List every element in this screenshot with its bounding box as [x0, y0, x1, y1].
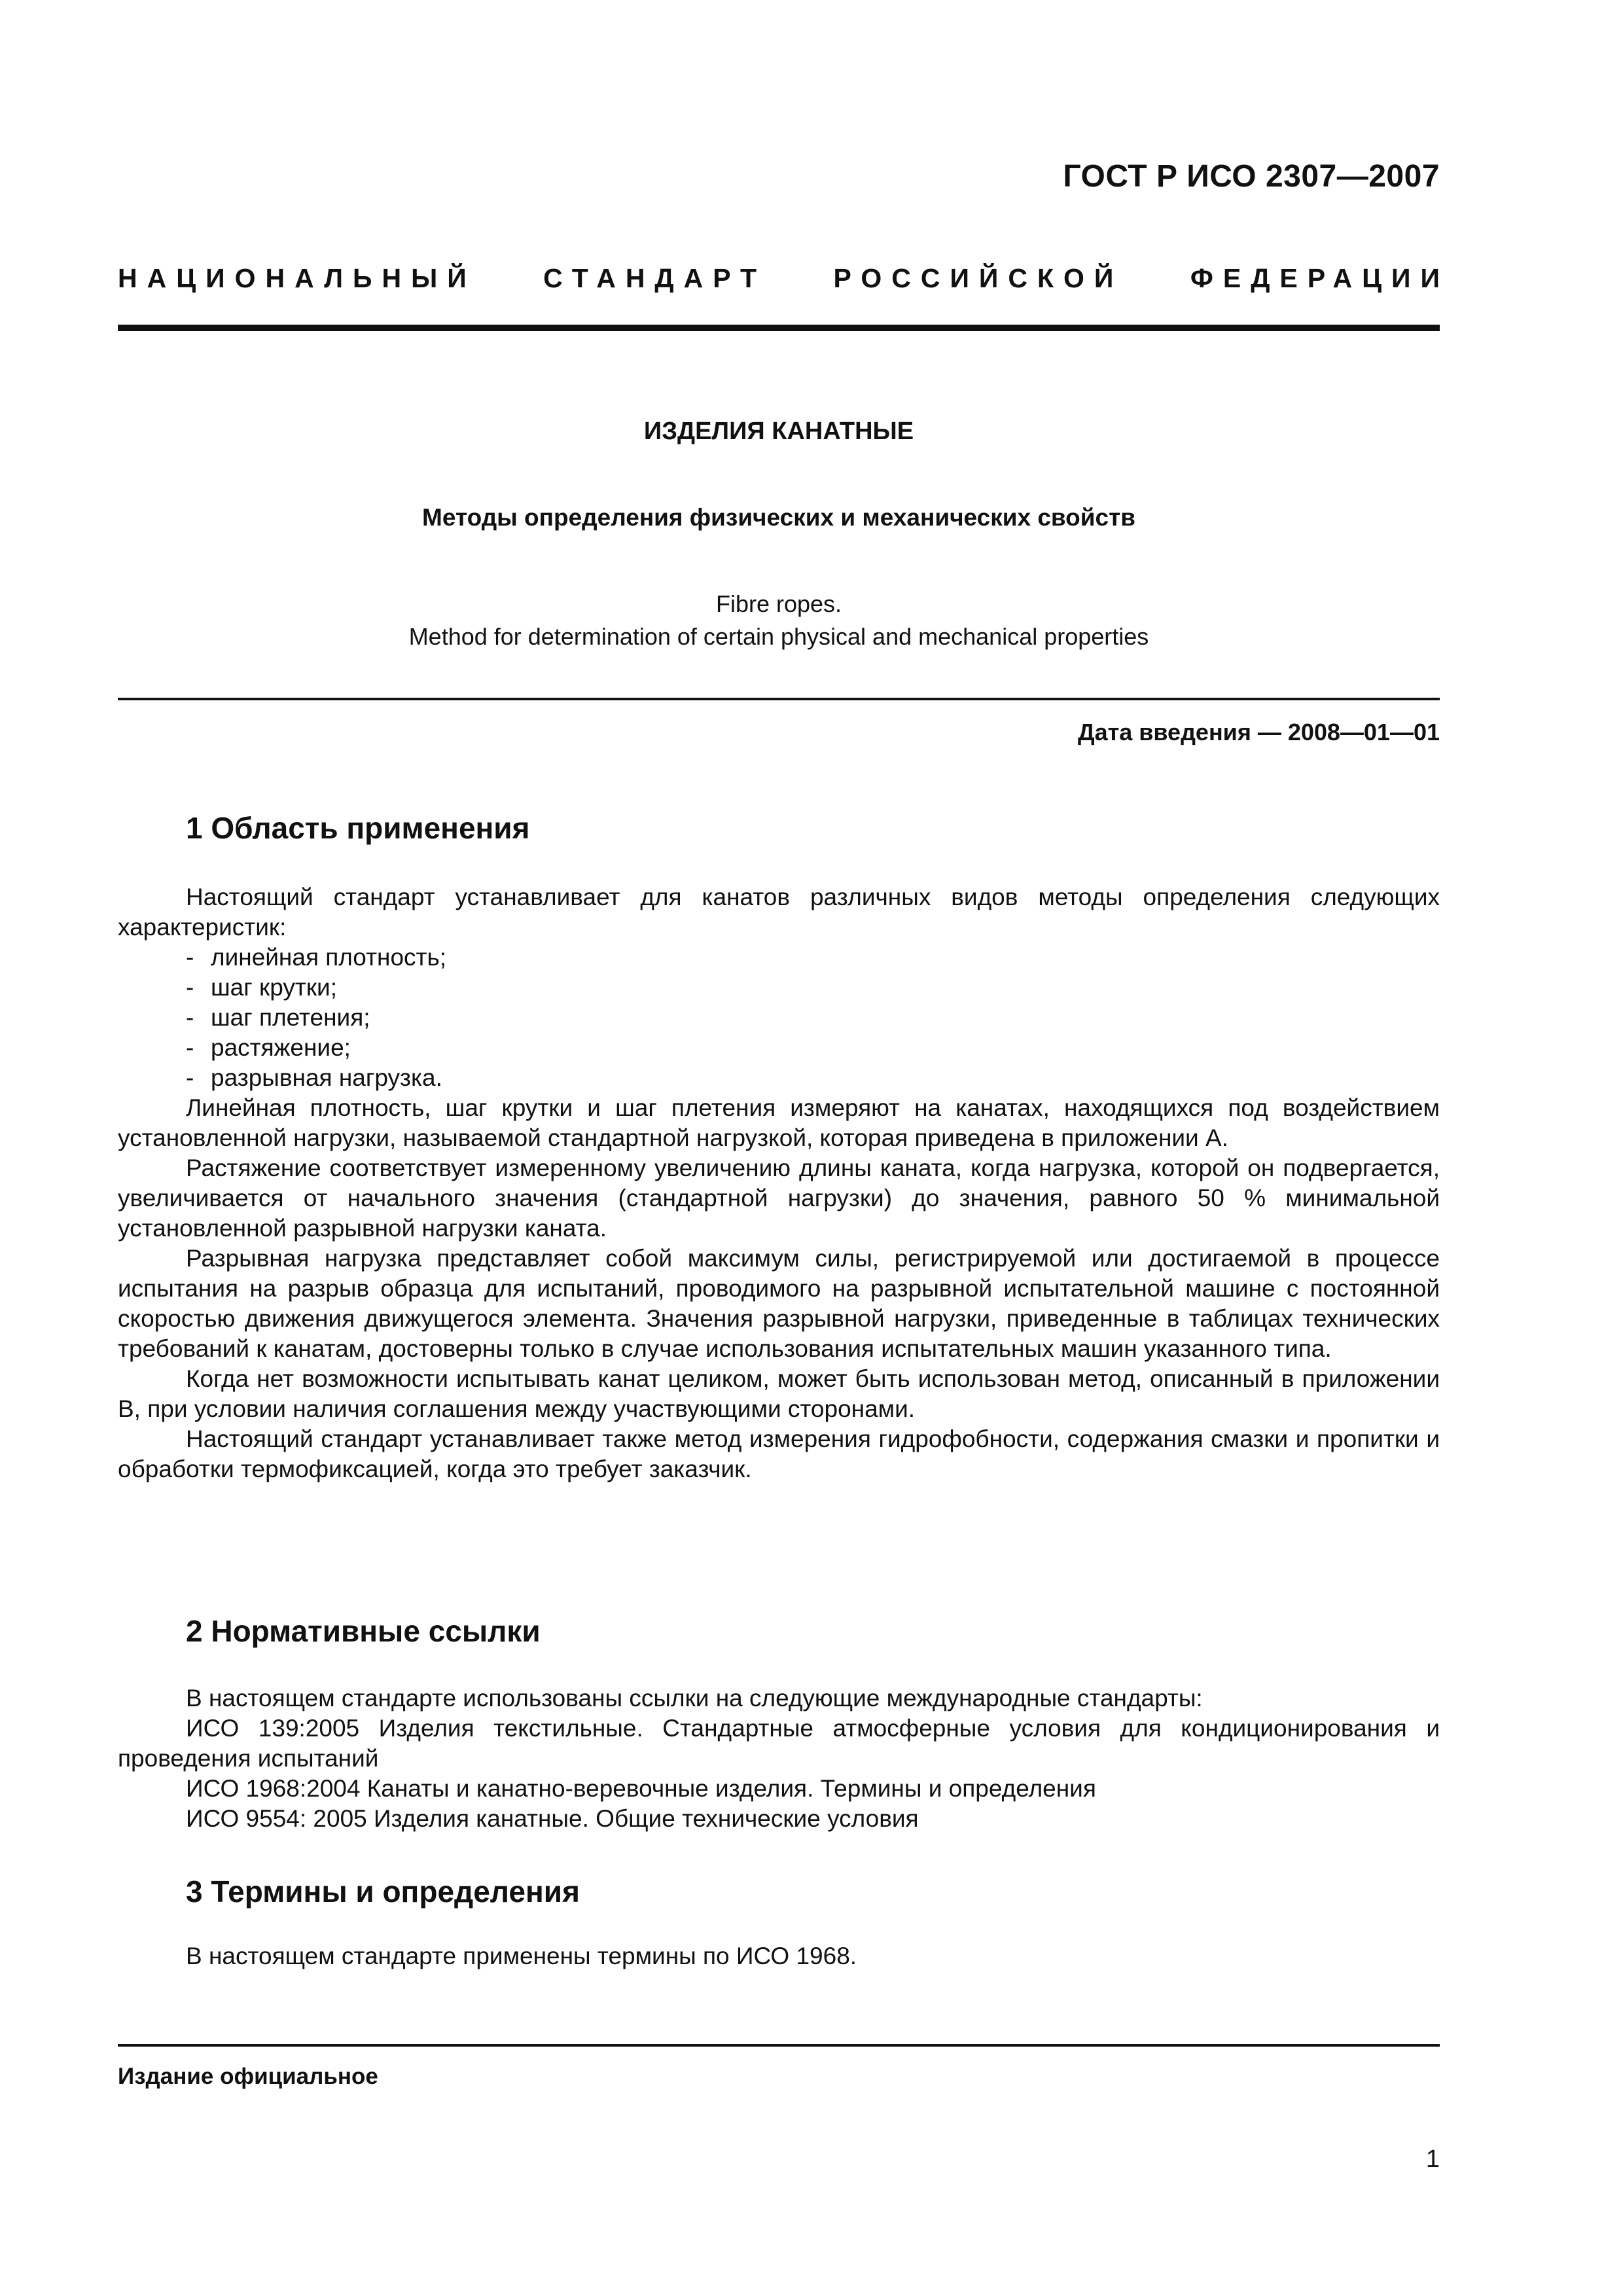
list-item-text: растяжение; [211, 1034, 351, 1061]
paragraph: Когда нет возможности испытывать канат целиком, может быть использован метод, описанный в приложении В, при условии наличия соглашения между участвующими сторонами. [118, 1365, 1440, 1422]
list-item: - разрывная нагрузка. [186, 1064, 442, 1091]
header-divider [118, 325, 1440, 331]
section-body-scope [118, 882, 1440, 1484]
introduction-date: Дата введения — 2008—01—01 [1077, 719, 1440, 745]
section-heading-scope: 1 Область применения [186, 811, 530, 845]
reference-item: ИСО 9554: 2005 Изделия канатные. Общие технические условия [186, 1805, 919, 1832]
characteristics-list [118, 942, 1440, 1093]
footer-divider [118, 2044, 1440, 2047]
paragraph: В настоящем стандарте применены термины по ИСО 1968. [186, 1943, 857, 1969]
document-subtitle: Методы определения физических и механических свойств [422, 504, 1135, 531]
national-standard-word: РОССИЙСКОЙ [833, 263, 1124, 293]
reference-item: ИСО 139:2005 Изделия текстильные. Стандартные атмосферные условия для кондиционирования и проведения испытаний [118, 1715, 1440, 1772]
english-title-line: Method for determination of certain physical and mechanical properties [408, 623, 1149, 650]
english-title-line: Fibre ropes. [715, 590, 842, 617]
national-standard-word: НАЦИОНАЛЬНЫЙ [118, 263, 476, 293]
document-code: ГОСТ Р ИСО 2307—2007 [1063, 159, 1440, 194]
paragraph: Разрывная нагрузка представляет собой максимум силы, регистрируемой или достигаемой в процессе испытания на разрыв образца для испытаний, проводимого на разрывной испытательной машине с постоянной скоростью движения движущегося элемента. Значения разрывной нагрузки, приведенные в таблицах технических требований к канатам, достоверны только в случае использования испытательных машин указанного типа. [118, 1245, 1440, 1362]
official-edition-label: Издание официальное [118, 2064, 378, 2089]
list-item-text: шаг плетения; [211, 1004, 370, 1031]
section-heading-references: 2 Нормативные ссылки [186, 1614, 541, 1648]
list-item: - шаг плетения; [186, 1004, 370, 1031]
section-heading-terms: 3 Термины и определения [186, 1874, 580, 1909]
document-title: ИЗДЕЛИЯ КАНАТНЫЕ [643, 418, 914, 445]
section-body-terms [118, 1941, 1440, 1971]
list-item: - шаг крутки; [186, 974, 337, 1001]
paragraph: Линейная плотность, шаг крутки и шаг плетения измеряют на канатах, находящихся под воздействием установленной нагрузки, называемой стандартной нагрузкой, которая приведена в приложении А. [118, 1094, 1440, 1151]
document-page [118, 0, 1450, 2296]
national-standard-word: СТАНДАРТ [543, 263, 767, 293]
section-body-references [118, 1683, 1440, 1834]
paragraph: Настоящий стандарт устанавливает также метод измерения гидрофобности, содержания смазки и пропитки и обработки термофиксацией, когда это требует заказчик. [118, 1426, 1440, 1482]
list-item-text: шаг крутки; [211, 974, 337, 1001]
national-standard-heading [118, 263, 1450, 294]
list-item-text: разрывная нагрузка. [211, 1064, 442, 1091]
reference-item: ИСО 1968:2004 Канаты и канатно-веревочные изделия. Термины и определения [186, 1775, 1096, 1802]
title-divider [118, 698, 1440, 700]
national-standard-word: ФЕДЕРАЦИИ [1190, 263, 1450, 293]
paragraph: В настоящем стандарте использованы ссылки на следующие международные стандарты: [186, 1685, 1203, 1712]
page-number: 1 [1425, 2145, 1440, 2173]
list-item: - растяжение; [186, 1034, 351, 1061]
paragraph: Настоящий стандарт устанавливает для канатов различных видов методы определения следующих характеристик: [118, 884, 1440, 941]
paragraph: Растяжение соответствует измеренному увеличению длины каната, когда нагрузка, которой он подвергается, увеличивается от начального значения (стандартной нагрузки) до значения, равного 50 % минимальной установленной разрывной нагрузки каната. [118, 1155, 1440, 1242]
list-item-text: линейная плотность; [211, 944, 447, 971]
list-item: - линейная плотность; [186, 944, 447, 971]
english-title [118, 588, 1440, 653]
